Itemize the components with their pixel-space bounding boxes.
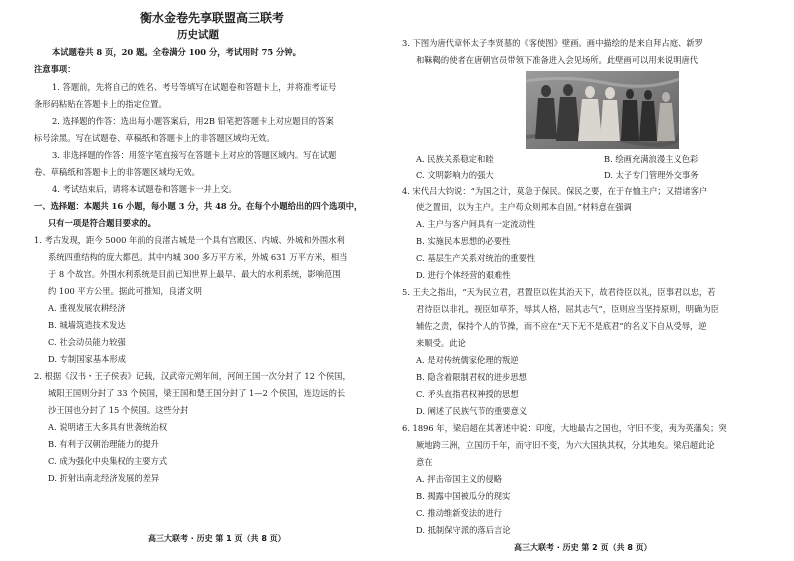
answer-option[interactable]: D. 阐述了民族气节的重要意义 [416, 406, 528, 416]
answer-option[interactable]: A. 是对传统儒家伦理的叛逆 [416, 355, 519, 365]
question-stem: 4. 宋代吕大钧说：“为国之计，莫急于保民。保民之要，在于存恤主户；又措诸客户 [402, 186, 708, 196]
section-heading: 一、选择题：本题共 16 小题，每小题 3 分，共 48 分。在每个小题给出的四个选项中， [34, 201, 363, 211]
notice-line: 条形码粘贴在答题卡上的指定位置。 [34, 99, 167, 109]
answer-option[interactable]: D. 专制国家基本形成 [48, 354, 127, 364]
section-heading: 只有一项是符合题目要求的。 [48, 218, 156, 228]
question-stem: 城阳王国则分封了 33 个侯国，梁王国和楚王国分封了 1—2 个侯国，连边远的长 [48, 388, 346, 398]
question-stem: 厥地跨三洲，立国历千年，而守旧不变，为六大国执其权，分其地矣。梁启超此论 [416, 440, 715, 450]
answer-option[interactable]: A. 民族关系稳定和睦 [416, 154, 494, 164]
answer-option[interactable]: D. 进行个体经营的艰难性 [416, 270, 511, 280]
question-stem: 2. 根据《汉书・王子侯表》记载，汉武帝元朔年间，河间王国一次分封了 12 个侯国， [34, 371, 351, 381]
answer-option[interactable]: A. 重视发展农耕经济 [48, 303, 126, 313]
answer-option[interactable]: D. 抵制保守派的落后言论 [416, 525, 511, 535]
question-stem: 辅佐之责，保持个人的节操，而不应在“天下无不是底君”的名义下自从受辱，逆 [416, 321, 707, 331]
question-stem: 3. 下图为唐代章怀太子李贤墓的《客使图》壁画。画中描绘的是来自拜占庭、新罗 [402, 38, 703, 48]
question-stem: 和靺鞨的使者在唐朝官员带领下准备进入会见场所。此壁画可以用来说明唐代 [416, 55, 699, 65]
answer-option[interactable]: B. 实施民本思想的必要性 [416, 236, 511, 246]
question-stem: 6. 1896 年，梁启超在其著述中说：印度，大地最古之国也，守旧不变，夷为英藩矣；突 [402, 423, 727, 433]
page-footer: 高三大联考 · 历史 第 1 页（共 8 页） [148, 534, 286, 543]
answer-option[interactable]: C. 推动维新变法的进行 [416, 508, 502, 518]
exam-info: 本试题卷共 8 页，20 题。全卷满分 100 分，考试用时 75 分钟。 [52, 47, 301, 57]
answer-option[interactable]: D. 太子专门管理外交事务 [604, 170, 699, 180]
question-stem: 约 100 平方公里。据此可推知，良渚文明 [48, 286, 202, 296]
answer-option[interactable]: A. 主户与客户间具有一定流动性 [416, 219, 536, 229]
notice-line: 3. 非选择题的作答：用签字笔直接写在答题卡上对应的答题区域内。写在试题 [52, 150, 337, 160]
question-stem: 使之置田，以为主户。主户苟众则邦本自固。”材料意在强调 [416, 202, 632, 212]
question-stem: 来顺受。此论 [416, 338, 466, 348]
answer-option[interactable]: B. 有利于汉朝治理能力的提升 [48, 439, 159, 449]
answer-option[interactable]: C. 社会动员能力较强 [48, 337, 126, 347]
notice-line: 2. 选择题的作答：选出每小题答案后，用2B 铅笔把答题卡上对应题目的答案 [52, 116, 334, 126]
exam-title: 衡水金卷先享联盟高三联考 [140, 11, 285, 25]
mural-painting-image [526, 71, 679, 149]
answer-option[interactable]: C. 文明影响力的强大 [416, 170, 494, 180]
notice-heading: 注意事项： [34, 64, 76, 74]
notice-line: 卷、草稿纸和答题卡上的非答题区域均无效。 [34, 167, 200, 177]
answer-option[interactable]: A. 说明诸王大多具有世袭统治权 [48, 422, 168, 432]
exam-subtitle: 历史试题 [177, 29, 219, 41]
answer-option[interactable]: B. 城墙筑造技术发达 [48, 320, 126, 330]
question-stem: 君待臣以非礼，视臣如草芥，辱其人格，屈其志气”，臣则应当坚持原则，明确为臣 [416, 304, 719, 314]
notice-line: 4. 考试结束后，请将本试题卷和答题卡一并上交。 [52, 184, 237, 194]
question-stem: 意在 [416, 457, 433, 467]
notice-line: 1. 答题前，先将自己的姓名、考号等填写在试题卷和答题卡上，并将准考证号 [52, 82, 337, 92]
answer-option[interactable]: C. 成为强化中央集权的主要方式 [48, 456, 168, 466]
mural-illustration [526, 71, 679, 149]
question-stem: 系统四重结构的庞大都邑。其中内城 300 多万平方米，外城 631 万平方米，相当 [48, 252, 348, 262]
notice-line: 标号涂黑。写在试题卷、草稿纸和答题卡上的非答题区域均无效。 [34, 133, 275, 143]
answer-option[interactable]: C. 基层生产关系对统治的重要性 [416, 253, 536, 263]
page-footer: 高三大联考 · 历史 第 2 页（共 8 页） [514, 543, 652, 552]
answer-option[interactable]: B. 绘画充满浪漫主义色彩 [604, 154, 699, 164]
answer-option[interactable]: C. 矛头直指君权神授的思想 [416, 389, 519, 399]
page-2 [402, 0, 794, 561]
answer-option[interactable]: B. 揭露中国被瓜分的现实 [416, 491, 511, 501]
question-stem: 沙王国也分封了 15 个侯国。这些分封 [48, 405, 189, 415]
answer-option[interactable]: A. 抨击帝国主义的侵略 [416, 474, 502, 484]
answer-option[interactable]: B. 隐含着限制君权的进步思想 [416, 372, 527, 382]
question-stem: 于 8 个故宫。外围水利系统是目前已知世界上最早、最大的水利系统，影响范围 [48, 269, 341, 279]
answer-option[interactable]: D. 折射出南北经济发展的差异 [48, 473, 160, 483]
question-stem: 5. 王夫之指出，“天为民立君，君置臣以佐其治天下，故君待臣以礼，臣事君以忠，若 [402, 287, 716, 297]
question-stem: 1. 考古发现，距今 5000 年前的良渚古城是一个具有宫殿区、内城、外城和外围水利 [34, 235, 345, 245]
